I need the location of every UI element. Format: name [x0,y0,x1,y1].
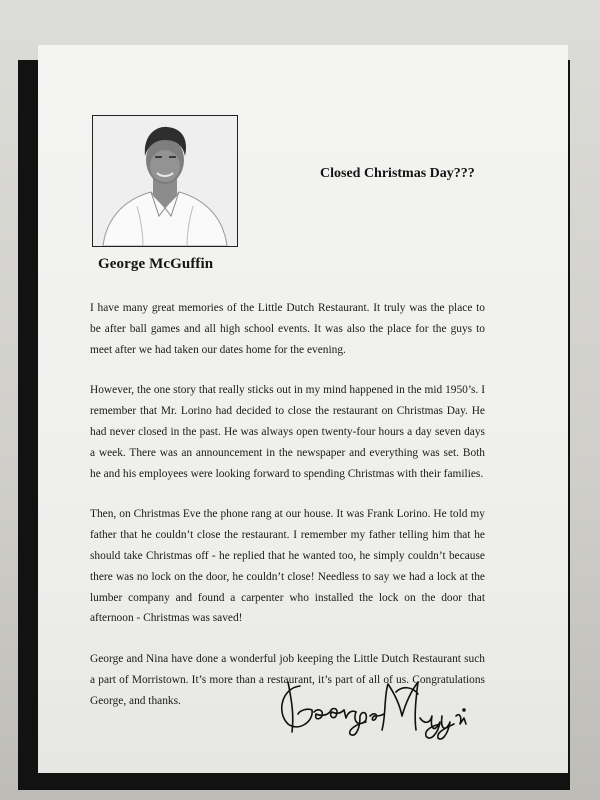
portrait-image [93,116,237,246]
paragraph: George and Nina have done a wonderful job keeping the Little Dutch Restaurant such a part of Morristown. It’s more than a restaurant, it’s part of all of us. Congratulations George, and thanks. [90,653,485,707]
author-portrait-photo [92,115,238,247]
signature-image [270,672,480,742]
letter-body [90,298,485,732]
paragraph: Then, on Christmas Eve the phone rang at our house. It was Frank Lorino. He told my father that he couldn’t close the restaurant. I remember my father telling him that he should take Christmas off - he replied that he wanted too, he simply couldn’t because there was no lock on the door, he couldn’t close! Needless to say we had a lock at the lumber company and found a carpenter who installed the lock on the door that afternoon - Christmas was saved! [90,508,485,625]
paragraph: However, the one story that really sticks out in my mind happened in the mid 1950’s. I remember that Mr. Lorino had decided to close the restaurant on Christmas Day. He had never closed in the past. He was always open twenty-four hours a day seven days a week. There was an announcement in the newspaper and everything was set. Both he and his employees were looking forward to spending Christmas with their families. [90,384,485,480]
author-name: George McGuffin [98,256,214,272]
handwritten-signature [270,672,480,742]
paragraph: I have many great memories of the Little Dutch Restaurant. It truly was the place to be after ball games and all high school events. It was also the place for the guys to meet after we had taken our dates home for the evening. [90,302,485,356]
letter-headline: Closed Christmas Day??? [320,166,475,181]
